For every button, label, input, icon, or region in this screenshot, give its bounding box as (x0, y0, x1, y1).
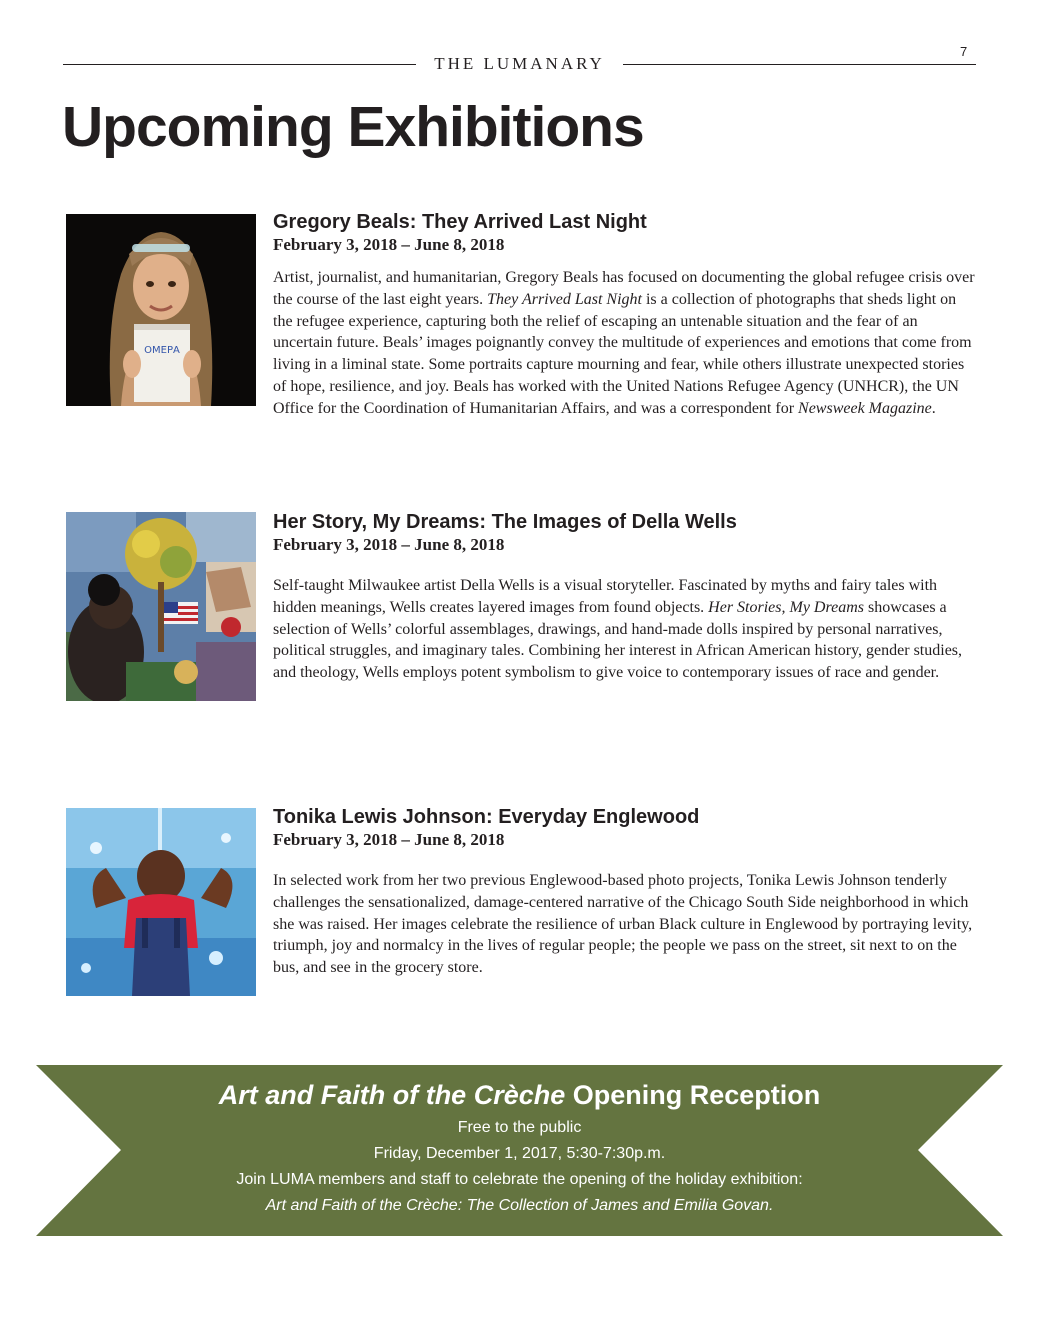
description-italic-publication: Newsweek Magazine (798, 399, 932, 417)
masthead-rule-right (623, 64, 976, 65)
banner-title (36, 1075, 1003, 1115)
description-text: . (931, 399, 936, 417)
exhibition-title: Gregory Beals: They Arrived Last Night (273, 211, 647, 233)
description-text: Self-taught Milwaukee artist Della Wells is a visual storyteller. Fascinated by myths and fairy tales with hidden meanings, Wells creates layered images from found objects. (273, 577, 938, 616)
exhibition-text (273, 510, 978, 684)
exhibition-dates: February 3, 2018 – June 8, 2018 (273, 535, 505, 554)
exhibition-photo-child-in-fountain (66, 808, 256, 996)
description-italic-title: They Arrived Last Night (487, 290, 642, 308)
exhibition-text (273, 210, 978, 420)
description-text: is a collection of photographs that sheds light on the refugee experience, capturing both the relief of escaping an untenable situation and the fear of an uncertain future. Beals’ images poignantly convey the multitude of experiences and emotions that come from living in a liminal state. Some portraits capture mourning and fear, while others illustrate unexpected stories of hope, resilience, and joy. Beals has worked with the United Nations Refugee Agency (UNHCR), the UN Office for the Coordination of Humanitarian Affairs, and was a correspondent for (273, 290, 972, 417)
exhibition-photo-collage (66, 512, 256, 701)
opening-reception-banner (36, 1065, 1003, 1236)
exhibition-dates: February 3, 2018 – June 8, 2018 (273, 830, 505, 849)
exhibition-dates: February 3, 2018 – June 8, 2018 (273, 235, 505, 254)
description-text: Artist, journalist, and humanitarian, Gregory Beals has focused on documenting the global refugee crisis over the course of the last eight years. (273, 269, 975, 308)
banner-invitation: Join LUMA members and staff to celebrate the opening of the holiday exhibition: (236, 1171, 803, 1188)
masthead (63, 54, 976, 76)
exhibition-description (273, 267, 978, 420)
page-title: Upcoming Exhibitions (62, 95, 644, 159)
description-text: showcases a selection of Wells’ colorful assemblages, drawings, and hand-made dolls inspired by personal narratives, political struggles, and imaginary tales. Combining her interest in African American history, gender studies, and theology, Wells employs potent symbolism to give voice to contemporary issues of race and gender. (273, 598, 963, 682)
banner-content (36, 1075, 1003, 1219)
banner-date-time: Friday, December 1, 2017, 5:30-7:30p.m. (373, 1145, 666, 1162)
exhibition-description (273, 575, 978, 684)
masthead-name: THE LUMANARY (434, 54, 605, 73)
masthead-rule-left (63, 64, 416, 65)
page-number: 7 (960, 44, 968, 59)
exhibition-title: Her Story, My Dreams: The Images of Della Wells (273, 511, 737, 533)
description-italic-title: Her Stories, My Dreams (708, 598, 864, 616)
banner-exhibition-name: Art and Faith of the Crèche: The Collection of James and Emilia Govan. (265, 1197, 774, 1214)
exhibition-text (273, 805, 978, 979)
banner-title-event: Opening Reception (565, 1080, 821, 1110)
exhibition-description: In selected work from her two previous Englewood-based photo projects, Tonika Lewis Johnson tenderly challenges the sensationalized, damage-centered narrative of the Chicago South Side neighborhood in which she was raised. Her images celebrate the resilience of urban Black culture in Englewood by portraying levity, triumph, joy and normalcy in the lives of regular people; the people we pass on the street, sit next to on the bus, and see in the grocery store. (273, 872, 973, 977)
exhibition-photo-girl-with-note (66, 214, 256, 406)
photo-note-text: ΟΜΕΡΑ (144, 345, 180, 356)
exhibition-title: Tonika Lewis Johnson: Everyday Englewood (273, 806, 700, 828)
banner-title-exhibition: Art and Faith of the Crèche (218, 1080, 566, 1110)
banner-admission: Free to the public (457, 1119, 582, 1136)
